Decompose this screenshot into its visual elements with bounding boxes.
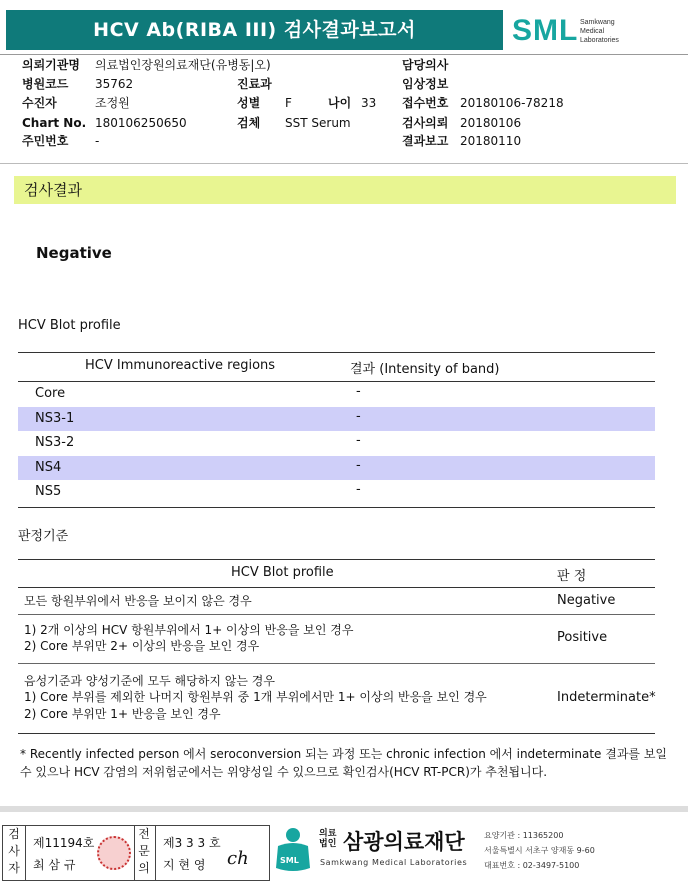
foundation-logo: [272, 826, 314, 874]
logo-text: SML: [512, 14, 579, 47]
criteria-title: 판정기준: [18, 529, 69, 544]
examiner-label: 검 사 자: [8, 827, 20, 875]
judgement-indeterminate: Indeterminate*: [557, 690, 656, 705]
criteria-col-judgement: 판 정: [557, 569, 587, 584]
blot-table-bottom-rule: [18, 507, 655, 508]
region-cell: NS3-1: [35, 411, 75, 426]
table-row: [18, 382, 655, 406]
table-row: [18, 480, 655, 504]
blot-col-region: HCV Immunoreactive regions: [85, 358, 276, 373]
criteria-line: 2) Core 부위만 1+ 반응을 보인 경우: [24, 707, 221, 721]
sex-label: 성별: [237, 96, 261, 110]
info-divider: [0, 163, 688, 164]
hospital-code-label: 병원코드: [22, 77, 69, 91]
foundation-logo-icon: [272, 826, 314, 874]
region-cell: NS5: [35, 484, 62, 499]
criteria-table-header-rule: [18, 587, 655, 588]
criteria-line: 음성기준과 양성기준에 모두 해당하지 않는 경우: [24, 674, 275, 688]
criteria-col-profile: HCV Blot profile: [231, 565, 334, 580]
criteria-line: 1) Core 부위를 제외한 나머지 항원부위 중 1개 부위에서만 1+ 이상의 반응을 보인 경우: [24, 690, 487, 704]
chart-no-label: Chart No.: [22, 116, 87, 130]
id-number-value: -: [95, 134, 100, 148]
foundation-address: 서울특별시 서초구 양재동 9-60: [484, 846, 595, 855]
signature-divider: [155, 826, 156, 880]
band-cell: -: [356, 384, 361, 399]
section-title: 검사결과: [24, 181, 82, 199]
band-cell: -: [356, 409, 361, 424]
region-cell: Core: [35, 386, 66, 401]
blot-col-result: 결과 (Intensity of band): [350, 362, 500, 377]
institution-label: 의뢰기관명: [22, 58, 80, 72]
report-date-value: 20180110: [460, 134, 522, 148]
sex-value: F: [285, 96, 292, 110]
criteria-line: 1) 2개 이상의 HCV 항원부위에서 1+ 이상의 반응을 보인 경우: [24, 623, 354, 637]
clinical-info-label: 임상정보: [402, 77, 449, 91]
sml-logo: [512, 12, 682, 52]
foundation-type: 의료 법인: [319, 829, 337, 849]
criteria-table-top-rule: [18, 559, 655, 560]
blot-profile-title: HCV Blot profile: [18, 318, 121, 333]
foundation-english-name: Samkwang Medical Laboratories: [320, 858, 468, 867]
id-number-label: 주민번호: [22, 134, 69, 148]
specimen-label: 검체: [237, 116, 261, 130]
age-label: 나이: [328, 96, 352, 110]
age-value: 33: [361, 96, 377, 110]
table-row: [18, 456, 655, 480]
specialist-name: 지 현 영: [163, 858, 206, 872]
band-cell: -: [356, 458, 361, 473]
judgement-negative: Negative: [557, 593, 616, 608]
doctor-label: 담당의사: [402, 58, 449, 72]
criteria-row-rule: [18, 614, 655, 615]
hospital-code-value: 35762: [95, 77, 134, 91]
receipt-no-value: 20180106-78218: [460, 96, 564, 110]
specialist-label: 전 문 의: [138, 827, 150, 875]
criteria-table-bottom-rule: [18, 733, 655, 734]
blot-table-top-rule: [18, 352, 655, 353]
footer-divider: [0, 806, 688, 812]
foundation-phone: 대표번호 : 02-3497-5100: [484, 861, 580, 870]
criteria-line: 2) Core 부위만 2+ 이상의 반응을 보인 경우: [24, 639, 260, 653]
patient-name-value: 조정원: [95, 96, 130, 110]
footnote-line: 수 있으나 HCV 감염의 저위험군에서는 위양성일 수 있으므로 확인검사(HCV RT-PCR)가 추천됩니다.: [20, 765, 548, 779]
request-date-value: 20180106: [460, 116, 522, 130]
report-title: HCV Ab(RIBA III) 검사결과보고서: [6, 10, 503, 50]
foundation-logo-text: SML: [280, 856, 299, 865]
signature-mark: ch: [227, 848, 249, 869]
institution-value: 의료법인장원의료재단(유병동|오): [95, 58, 271, 72]
examiner-license: 제11194호: [33, 836, 95, 850]
specialist-license: 제3 3 3 호: [163, 836, 221, 850]
patient-name-label: 수진자: [22, 96, 57, 110]
specimen-value: SST Serum: [285, 116, 351, 130]
care-institution-no: 요양기관 : 11365200: [484, 831, 564, 840]
signature-divider: [134, 826, 135, 880]
logo-subtitle: Samkwang Medical Laboratories: [580, 19, 619, 44]
request-date-label: 검사의뢰: [402, 116, 449, 130]
header-divider: [0, 54, 688, 55]
table-row: [18, 431, 655, 455]
report-date-label: 결과보고: [402, 134, 449, 148]
table-row: [18, 407, 655, 431]
band-cell: -: [356, 433, 361, 448]
section-title-bar: [14, 176, 676, 204]
receipt-no-label: 접수번호: [402, 96, 449, 110]
examiner-name: 최 삼 규: [33, 858, 76, 872]
judgement-positive: Positive: [557, 630, 608, 645]
signature-divider: [25, 826, 26, 880]
footnote-line: * Recently infected person 에서 seroconversion 되는 과정 또는 chronic infection 에서 indeterminate 결과를 보일: [20, 747, 668, 761]
footnote: [20, 745, 670, 781]
band-cell: -: [356, 482, 361, 497]
test-result: Negative: [36, 244, 112, 262]
seal-icon: [97, 836, 131, 870]
criteria-line: 모든 항원부위에서 반응을 보이지 않은 경우: [24, 594, 252, 608]
foundation-name: 삼광의료재단: [343, 830, 465, 854]
region-cell: NS3-2: [35, 435, 75, 450]
signature-box: [2, 825, 270, 881]
region-cell: NS4: [35, 460, 62, 475]
chart-no-value: 180106250650: [95, 116, 187, 130]
criteria-row-rule: [18, 663, 655, 664]
department-label: 진료과: [237, 77, 272, 91]
